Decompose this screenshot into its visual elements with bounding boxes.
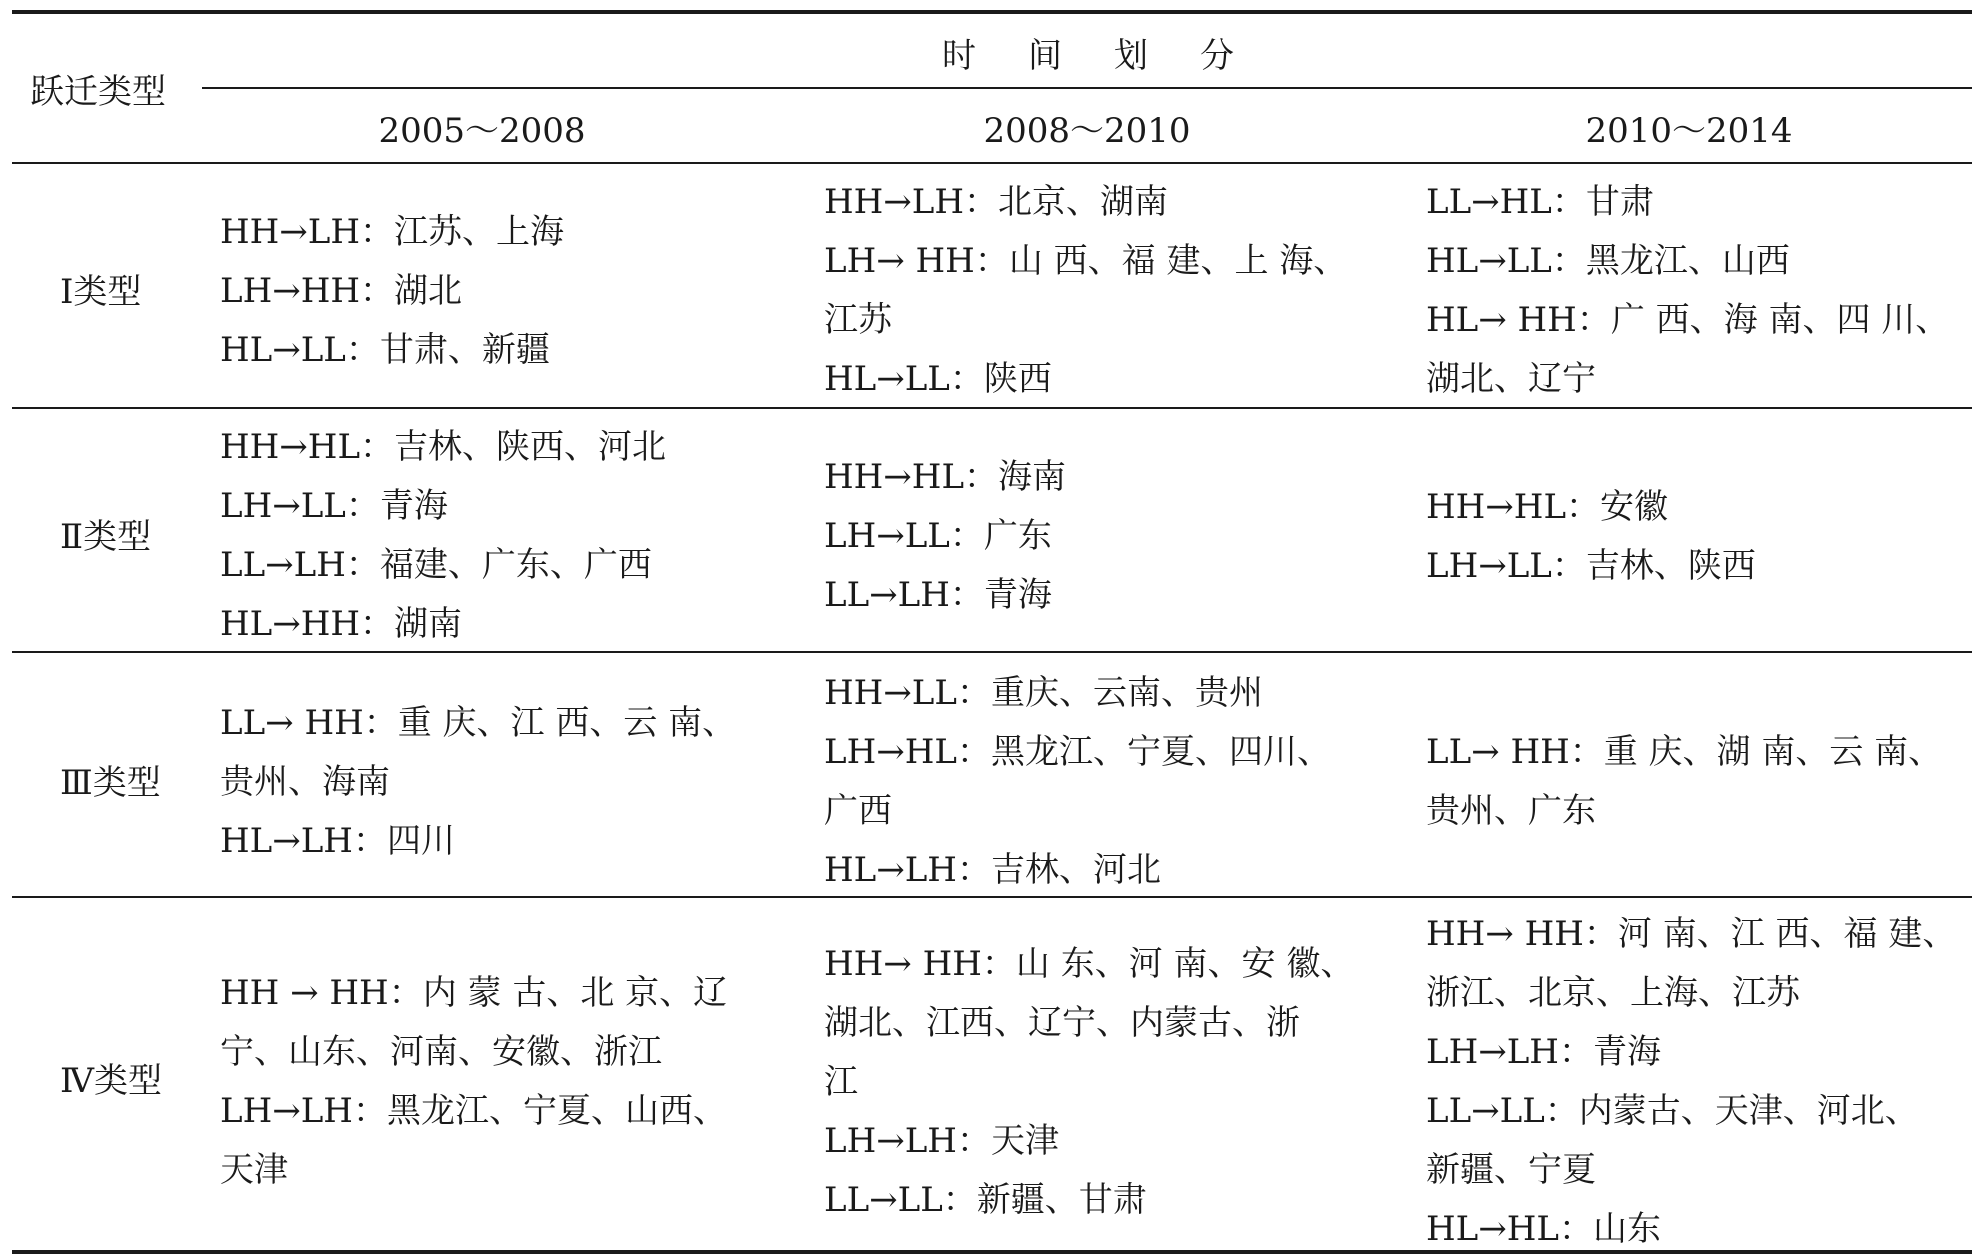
cell-line: LH→LL：吉林、陕西: [1426, 546, 1756, 586]
cell-line: HH → HH：内 蒙 古、北 京、辽: [220, 973, 728, 1013]
table-top-rule: [12, 10, 1972, 14]
row-type-label-2: Ⅱ类型: [60, 517, 152, 557]
table-cell-r2-c3: [1426, 478, 1756, 596]
group-header-label: 时间划分: [942, 36, 1286, 76]
cell-line: 贵州、海南: [220, 762, 390, 802]
cell-line: HH→ HH：山 东、河 南、安 徽、: [824, 944, 1355, 984]
cell-line: HL→ HH：广 西、海 南、四 川、: [1426, 300, 1950, 340]
cell-line: 湖北、江西、辽宁、内蒙古、浙: [824, 1003, 1300, 1043]
table-cell-r4-c1: [220, 964, 727, 1200]
cell-line: HH→LL：重庆、云南、贵州: [824, 673, 1263, 713]
cell-line: 广西: [824, 791, 892, 831]
cell-line: LL→LL：内蒙古、天津、河北、: [1426, 1091, 1919, 1131]
cell-line: HH→LH：北京、湖南: [824, 182, 1169, 222]
table-cell-r4-c3: [1426, 905, 1956, 1259]
row-type-label-3: Ⅲ类型: [60, 763, 161, 803]
cell-line: LH→LH：天津: [824, 1121, 1059, 1161]
table-cell-r4-c2: [824, 935, 1354, 1230]
table-cell-r3-c2: [824, 664, 1331, 900]
cell-line: HH→ HH：河 南、江 西、福 建、: [1426, 914, 1957, 954]
cell-line: LL→ HH：重 庆、湖 南、云 南、: [1426, 732, 1943, 772]
cell-line: HH→HL：吉林、陕西、河北: [220, 427, 667, 467]
cell-line: 贵州、广东: [1426, 791, 1596, 831]
period-header-2: 2008～2010: [983, 111, 1191, 151]
cell-line: HL→LH：四川: [220, 821, 455, 861]
row-type-label-4: Ⅳ类型: [60, 1061, 162, 1101]
period-header-1: 2005～2008: [378, 111, 586, 151]
cell-line: LH→LH：黑龙江、宁夏、山西、: [220, 1091, 727, 1131]
cell-line: 宁、山东、河南、安徽、浙江: [220, 1032, 662, 1072]
cell-line: LH→HL：黑龙江、宁夏、四川、: [824, 732, 1331, 772]
cell-line: LL→LH：福建、广东、广西: [220, 545, 652, 585]
row-header-label: 跃迁类型: [30, 72, 166, 112]
cell-line: HL→HL：山东: [1426, 1209, 1661, 1249]
cell-line: HL→LL：甘肃、新疆: [220, 330, 550, 370]
cell-line: HL→LL：陕西: [824, 359, 1052, 399]
table-cell-r3-c1: [220, 694, 736, 871]
table-cell-r2-c1: [220, 418, 666, 654]
cell-line: HH→HL：海南: [824, 457, 1067, 497]
cell-line: HL→LH：吉林、河北: [824, 850, 1161, 890]
cell-line: LH→ HH：山 西、福 建、上 海、: [824, 241, 1348, 281]
cell-line: LL→LH：青海: [824, 575, 1052, 615]
row-type-label-1: Ⅰ类型: [60, 272, 142, 312]
cell-line: 江: [824, 1062, 858, 1102]
cell-line: 新疆、宁夏: [1426, 1150, 1596, 1190]
header-bottom-rule: [12, 162, 1972, 164]
table-cell-r1-c1: [220, 203, 564, 380]
table-cell-r3-c3: [1426, 723, 1942, 841]
cell-line: HH→LH：江苏、上海: [220, 212, 565, 252]
header-group-rule: [202, 87, 1972, 89]
cell-line: LL→HL：甘肃: [1426, 182, 1654, 222]
table-cell-r1-c3: [1426, 173, 1949, 409]
cell-line: HL→LL：黑龙江、山西: [1426, 241, 1790, 281]
cell-line: 湖北、辽宁: [1426, 359, 1596, 399]
cell-line: LL→LL：新疆、甘肃: [824, 1180, 1147, 1220]
cell-line: 天津: [220, 1150, 288, 1190]
cell-line: LH→LH：青海: [1426, 1032, 1661, 1072]
cell-line: LH→LL：广东: [824, 516, 1052, 556]
cell-line: LH→LL：青海: [220, 486, 448, 526]
period-header-3: 2010～2014: [1585, 111, 1793, 151]
table-cell-r2-c2: [824, 448, 1066, 625]
cell-line: HL→HH：湖南: [220, 604, 463, 644]
cell-line: 江苏: [824, 300, 892, 340]
cell-line: HH→HL：安徽: [1426, 487, 1669, 527]
cell-line: LL→ HH：重 庆、江 西、云 南、: [220, 703, 737, 743]
cell-line: 浙江、北京、上海、江苏: [1426, 973, 1800, 1013]
table-cell-r1-c2: [824, 173, 1347, 409]
cell-line: LH→HH：湖北: [220, 271, 463, 311]
